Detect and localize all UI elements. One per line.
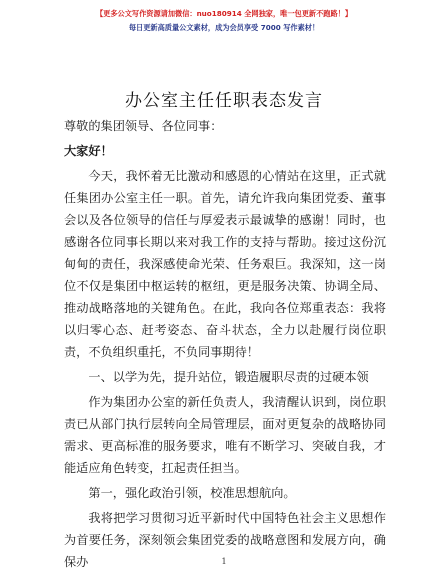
sub-heading-1: 第一，强化政治引领，校准思想航向。 [88, 486, 296, 500]
paragraph-section-1: 作为集团办公室的新任负责人，我清醒认识到，岗位职责已从部门执行层转向全局管理层，面对更复杂的战略协同需求、更高标准的服务要求，唯有不断学习、突破自我，才能适应角色转变，扛起责任担当。 [64, 395, 386, 475]
salutation: 尊敬的集团领导、各位同事： [64, 119, 223, 133]
document-body [64, 115, 386, 576]
section-heading-1: 一、以学为先，提升站位，锻造履职尽责的过硬本领 [88, 370, 369, 384]
banner-line-2: 每日更新高质量公文素材，成为会员享受 7000 写作素材！ [128, 23, 320, 32]
greeting: 大家好！ [64, 144, 113, 158]
document-title: 办公室主任任职表态发言 [125, 91, 323, 111]
banner-line-1: 【更多公文写作资源请加微信：nuo180914 全网独家，唯一包更新不跑路！】 [95, 9, 353, 18]
page-number: 1 [221, 557, 227, 566]
promo-banner [0, 7, 448, 34]
paragraph-sub-1: 我将把学习贯彻习近平新时代中国特色社会主义思想作为首要任务，深刻领会集团党委的战略意图和发展方向，确保办 [64, 511, 386, 569]
paragraph-intro: 今天，我怀着无比激动和感恩的心情站在这里，正式就任集团办公室主任一职。首先，请允许我向集团党委、董事会以及各位领导的信任与厚爱表示最诚挚的感谢！同时，也感谢各位同事长期以来对我工作的支持与帮助。接过这份沉甸甸的责任，我深感使命光荣、任务艰巨。我深知，这一岗位不仅是集团中枢运转的枢纽，更是服务决策、协调全局、推动战略落地的关键角色。在此，我向各位郑重表态：我将以归零心态、赶考姿态、奋斗状态，全力以赴履行岗位职责，不负组织重托，不负同事期待！ [64, 169, 386, 359]
